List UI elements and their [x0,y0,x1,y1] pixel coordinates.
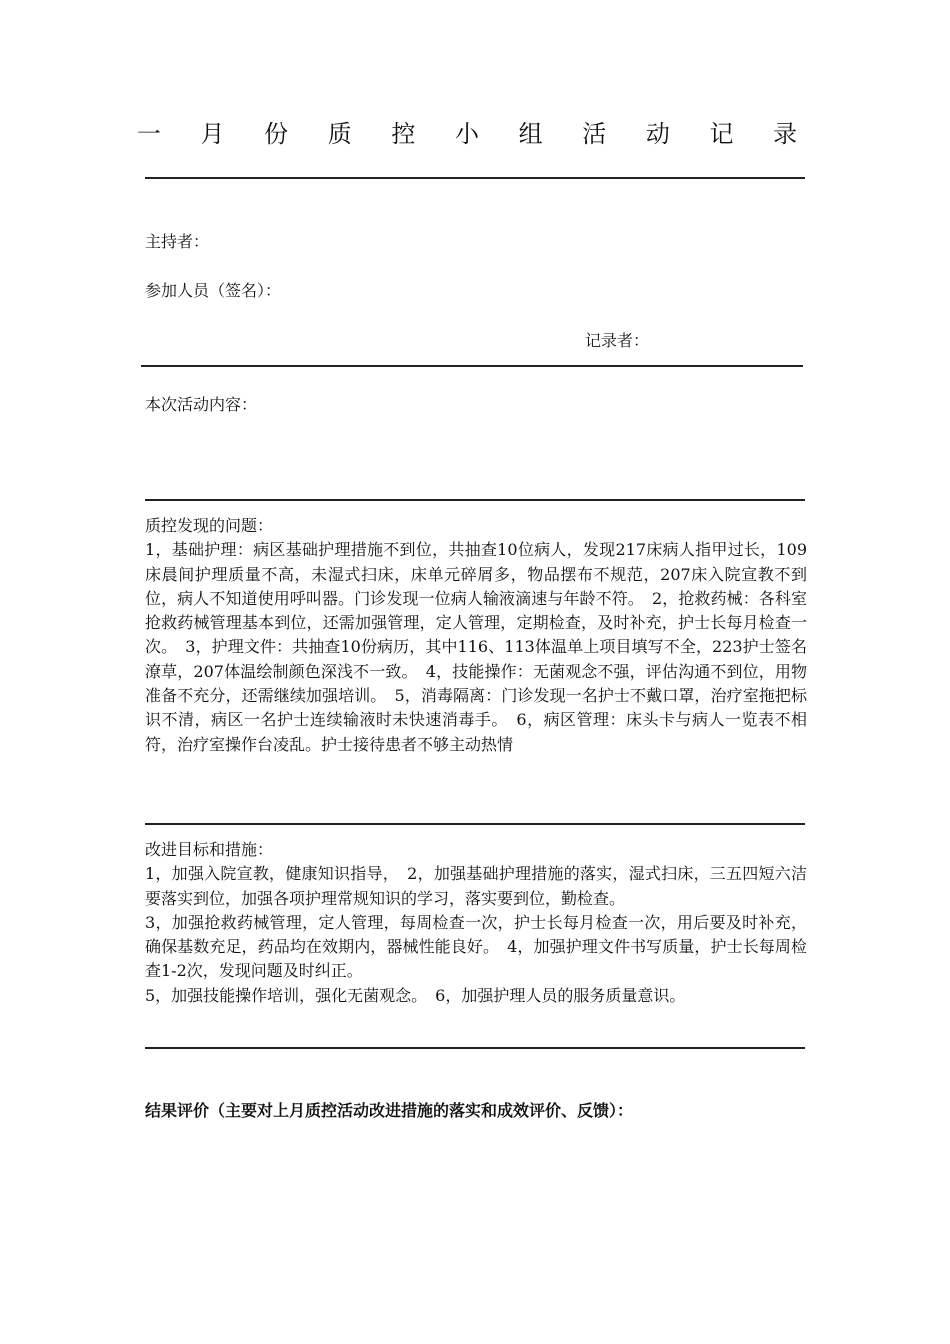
header-divider [141,365,803,367]
problems-heading: 质控发现的问题： [145,516,274,535]
activity-divider [145,499,805,501]
problems-section [145,514,807,757]
participants-label: 参加人员（签名）： [145,281,282,300]
improvements-heading: 改进目标和措施： [145,840,274,859]
improvements-section [145,838,807,1008]
problems-divider [145,823,805,825]
recorder-label: 记录者： [585,331,650,350]
improvement-paragraph: 1，加强入院宣教，健康知识指导， 2，加强基础护理措施的落实，湿式扫床，三五四短六洁要落实到位，加强各项护理常规知识的学习，落实要到位，勤检查。 [145,864,807,908]
activity-label: 本次活动内容： [145,395,258,414]
host-label: 主持者： [145,232,210,251]
problems-text: 1，基础护理：病区基础护理措施不到位，共抽查10位病人，发现217床病人指甲过长，109床晨间护理质量不高，未湿式扫床，床单元碎屑多，物品摆布不规范，207床入院宣教不到位，病人不知道使用呼叫器。门诊发现一位病人输液滴速与年龄不符。 2，抢救药械：各科室抢救药械管理基本到位，还需加强管理，定人管理，定期检查，及时补充，护士长每月检查一次。 3，护理文件：共抽查10份病历，其中116、113体温单上项目填写不全，223护士签名潦草，207体温绘制颜色深浅不一致。 4，技能操作：无菌观念不强，评估沟通不到位，用物准备不充分，还需继续加强培训。 5，消毒隔离：门诊发现一名护士不戴口罩，治疗室拖把标识不清，病区一名护士连续输液时未快速消毒手。 6，病区管理：床头卡与病人一览表不相符，治疗室操作台凌乱。护士接待患者不够主动热情 [145,540,807,754]
improvement-paragraph: 5，加强技能操作培训，强化无菌观念。 6，加强护理人员的服务质量意识。 [145,985,686,1005]
page-title: 一 月 份 质 控 小 组 活 动 记 录 [136,120,814,148]
improvements-divider [145,1047,805,1049]
improvement-paragraph: 3，加强抢救药械管理，定人管理，每周检查一次，护士长每月检查一次，用后要及时补充，确保基数充足，药品均在效期内，器械性能良好。 4，加强护理文件书写质量，护士长每周检查1-2次，发现问题及时纠正。 [145,912,807,981]
result-evaluation-label: 结果评价（主要对上月质控活动改进措施的落实和成效评价、反馈）： [145,1101,634,1120]
title-divider [145,177,805,179]
